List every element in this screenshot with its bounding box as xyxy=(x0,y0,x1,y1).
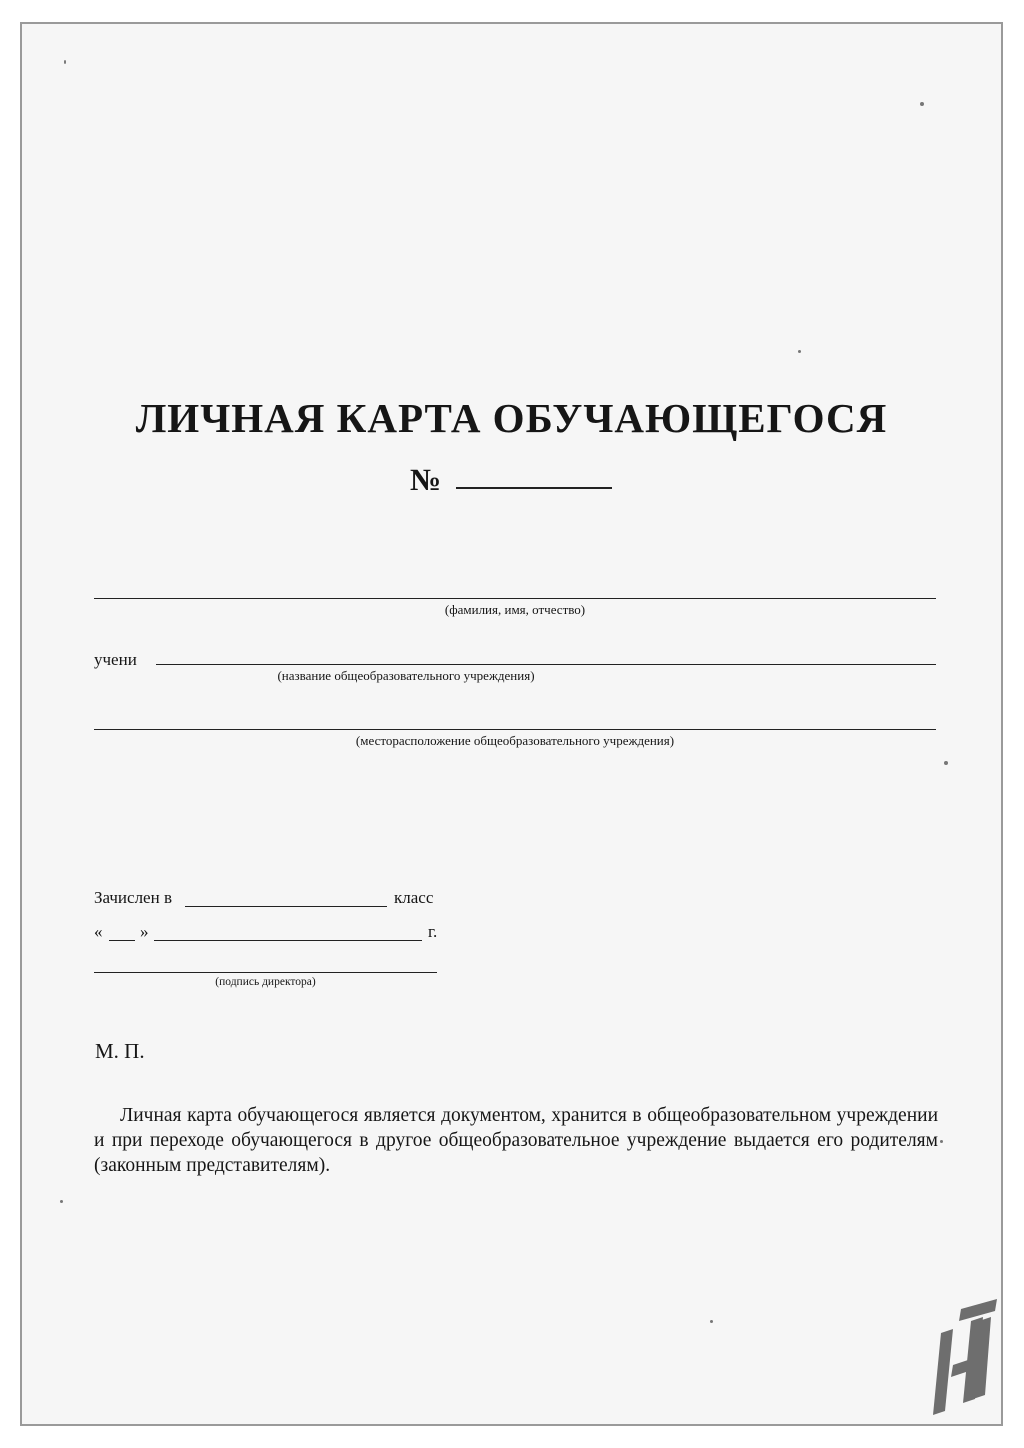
scan-speck xyxy=(64,60,66,64)
scan-speck xyxy=(710,1320,713,1323)
enrolled-suffix: класс xyxy=(394,888,434,907)
full-name-field-line[interactable] xyxy=(94,598,936,599)
full-name-caption: (фамилия, имя, отчество) xyxy=(444,602,586,617)
notice-paragraph: Личная карта обучающегося является документом, хранится в общеобразовательном учреждении и при переходе обучающегося в другое общеобразовательное учреждение выдается его родителям (законным представителям). xyxy=(94,1105,938,1176)
scan-speck xyxy=(920,102,924,106)
school-name-field-line[interactable] xyxy=(156,664,936,665)
month-year-field-line[interactable] xyxy=(154,940,422,941)
director-signature-line[interactable] xyxy=(94,972,437,973)
document-title: ЛИЧНАЯ КАРТА ОБУЧАЮЩЕГОСЯ xyxy=(135,395,888,441)
class-field-line[interactable] xyxy=(185,906,387,907)
day-field-line[interactable] xyxy=(109,940,135,941)
scan-speck xyxy=(944,761,948,765)
number-field-line[interactable] xyxy=(456,487,612,489)
stamp-place-label: М. П. xyxy=(95,1039,145,1063)
scan-speck xyxy=(798,350,801,353)
date-open-quote: « xyxy=(94,922,103,941)
student-prefix: учени xyxy=(94,650,137,669)
document-page xyxy=(20,22,1003,1426)
school-location-field-line[interactable] xyxy=(94,729,936,730)
publisher-logo-icon xyxy=(927,1299,999,1417)
school-name-caption: (название общеобразовательного учреждения) xyxy=(277,668,535,683)
year-suffix: г. xyxy=(428,922,438,941)
school-location-caption: (месторасположение общеобразовательного учреждения) xyxy=(355,733,675,748)
number-label: № xyxy=(410,462,442,497)
date-close-quote: » xyxy=(140,922,149,941)
enrolled-prefix: Зачислен в xyxy=(94,888,172,907)
scan-speck xyxy=(940,1140,943,1143)
director-signature-caption: (подпись директора) xyxy=(215,976,316,988)
scan-speck xyxy=(60,1200,63,1203)
